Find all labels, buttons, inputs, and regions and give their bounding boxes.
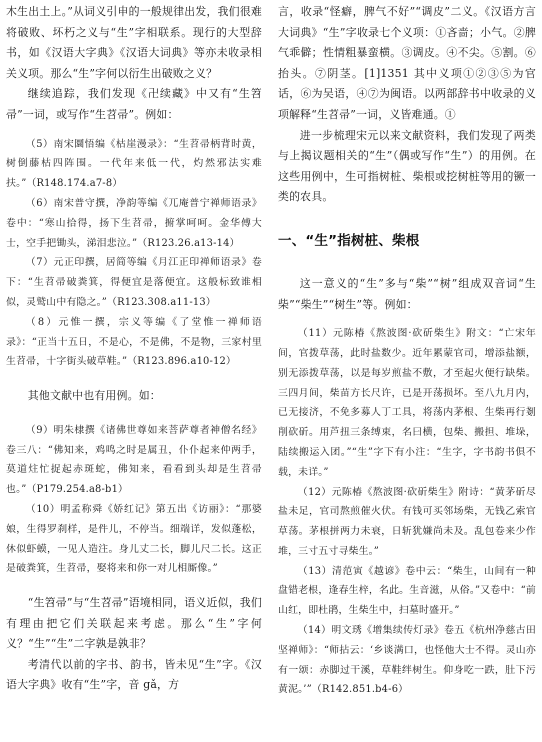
right-column (278, 2, 536, 700)
paragraph: 考清代以前的字书、韵书，皆未见“生”字。《汉语大字典》收有“生”字，音 gǎ，方 (6, 657, 262, 692)
paragraph: 继续追踪，我们发现《卍续藏》中又有“生笤帚”一词，或写作“生苕帚”。例如： (6, 87, 262, 121)
example-6: （6）南宋普守撰，净韵等编《兀庵普宁禅师语录》卷中：“寒山拾得，扬下生苕帚，捬掌呵呵。金华傅大士，空手把锄头，涕泪悲泣。”（R123.26.a13-14） (6, 197, 262, 249)
example-8: （8）元惟一撰，宗义等编《了堂惟一禅师语录》：“正当十五日，不是心，不是佛，不是物，三家村里生苕帚，十字街头破草鞋。”（R123.896.a10-12） (6, 316, 262, 368)
paragraph: 其他文献中也有用例。如： (27, 389, 161, 403)
paragraph: 这一意义的“生”多与“柴”“树”组成双音词“生柴”“柴生”“树生”等。例如： (278, 276, 536, 311)
example-10: （10）明孟称舜《娇红记》第五出《访丽》：“那婆娘，生得罗刹样，是件儿，不停当。细端详，发似蓬松，休似虾蟆，一见人造注。身儿丈二长，脚儿尺二长。这正是破粪箕，生苕帚，娶将来和你一对儿相厮像。” (6, 503, 262, 575)
paragraph: 进一步梳理宋元以来文献资料，我们发现了两类与上揭议题相关的“生”（偶或写作“生”）的用例。在这些用例中，生可指树桩、柴根或挖树桩等用的镢一类的农具。 (278, 128, 536, 204)
paragraph: “生笤帚”与“生苕帚”语境相同，语义近似，我们有理由把它们关联起来考虑。那么“生”字何义？“生”“生”二字孰是孰非？ (6, 596, 262, 651)
section-heading: 一、“生”指树桩、柴根 (278, 232, 420, 249)
example-5: （5）南宋圜悟编《枯崖漫录》：“生苕帚柄背时黄，树倒藤枯四阵围。一代年来低一代，灼然邪法实难扶。”（R148.174.a7-8） (6, 138, 262, 190)
example-7: （7）元正印撰，居简等编《月江正印禅师语录》卷下：“生苕帚破粪箕，得便宜是落便宜。这般标致谁相似，灵鹫山中有隐之。”（R123.308.a11-13） (6, 257, 262, 308)
example-11: （11）元陈椿《熬波图·砍斫柴生》附文：“亡宋年间，官拨草荡，此时盐数少。近年累蒙官司，增添盐额，别无添拨草荡，以是每岁煎盐不敷，才至起火便行缺柴。三四月间，柴苗方长尺许，已是开荡损坏。至八九月内，已无接济，不免多募人丁工具，将荡内茅根、生柴再行剗削砍斫。用芦扭三条缚束，名曰横，包柴、搬担、堆垛，陆续搬运入团。”“生”字下有小注：“生字，字书韵书俱不载，未详。” (278, 328, 536, 478)
example-9: （9）明朱棣撰《诸佛世尊如来菩萨尊者神僧名经》卷三八：“佛知来，鸡鸣之时是属丑，仆仆起来仲两手，莫道炷忙捉起赤斑蛇，佛知来，看看到头却是生苕帚也。”（P179.254.a8-b1） (6, 424, 262, 496)
paragraph: 木生出土上。”从词义引申的一般规律出发，我们很难将破败、坏朽之义与“生”字相联系。现行的大型辞书，如《汉语大字典》《汉语大词典》等亦未收录相关义项。那么“生”字何以衍生出破败之义？ (6, 5, 262, 80)
example-13: （13）清范寅《越谚》卷中云：“柴生，山间有一种盘错老根，逢春生梓，名此。生音滋，从俗。”又卷中：“前山红，即杜鹃，生柴生中，扫墓时盛开。” (278, 565, 536, 617)
example-12: （12）元陈椿《熬波图·砍斫柴生》附诗：“黄茅斫尽盐未足，官司熬煎催火伏。有钱可买邻场柴，无钱乙索官草荡。茅根拼两力未衰，日斩犹嫌尚未及。乱包卷来少作堆，三寸五寸寻柴生。” (278, 486, 536, 557)
paragraph: 言，收录“怪癖，脾气不好”“调皮”二义。《汉语方言大词典》“生”字收录七个义项：①吝啬；小气。②脾气乖僻；性情粗暴蛮横。③调皮。④不尖。⑤割。⑥抬头。⑦阴茎。[1]1351 其中义项①②③⑤为官话，⑥为吴语，④⑦为闽语。以两部辞书中收录的义项解释“生苕帚”一词，义皆难通。① (278, 5, 536, 121)
example-14: （14）明文琇《增集续传灯录》卷五《杭州净慈古田坚禅师》：“师拈云：‘乡谈满口，也怪他大士不得。灵山亦有一颂：赤脚过干溪，草鞋绊树生。仰身吃一跌，肚下污黄泥。’”（R142.851.b4-6） (278, 625, 536, 696)
left-column (6, 2, 262, 696)
